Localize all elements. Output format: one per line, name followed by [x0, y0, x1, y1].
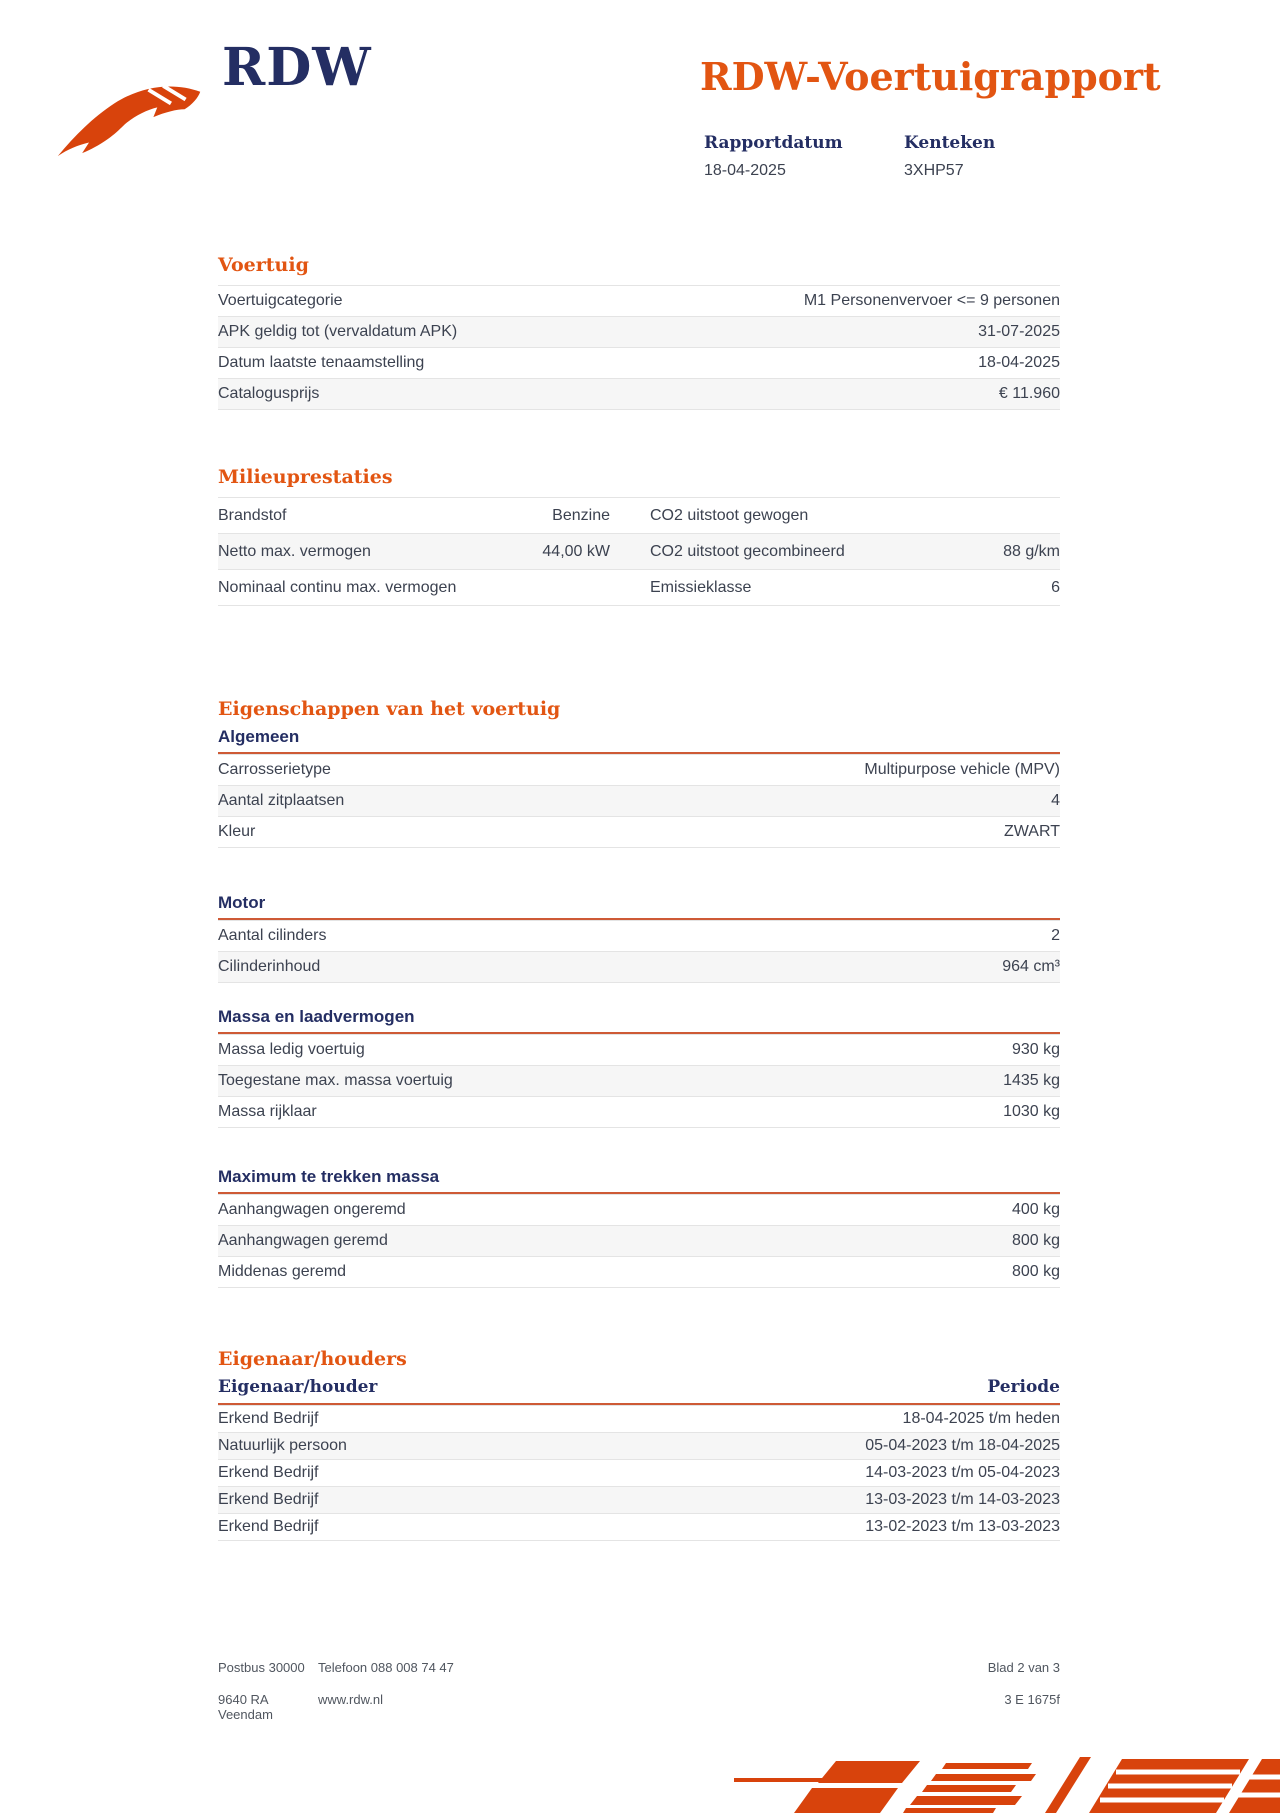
- report-date-block: [704, 132, 843, 180]
- row-value: Benzine: [552, 506, 610, 524]
- report-date-value: 18-04-2025: [704, 162, 786, 179]
- table-row: [218, 285, 1060, 316]
- row-value: 1030 kg: [1003, 1103, 1060, 1120]
- table-row: [218, 1459, 1060, 1486]
- row-label: Cilinderinhoud: [218, 958, 321, 975]
- footer-line-2: [218, 1692, 383, 1722]
- section-title: Eigenaar/houders: [218, 1348, 407, 1370]
- owner-period: 13-02-2023 t/m 13-03-2023: [865, 1518, 1060, 1535]
- owner-period: 18-04-2025 t/m heden: [902, 1410, 1060, 1427]
- owner-period: 14-03-2023 t/m 05-04-2023: [865, 1464, 1060, 1481]
- row-value: 800 kg: [1011, 1263, 1060, 1280]
- row-label: Catalogusprijs: [218, 385, 320, 402]
- section-milieuprestaties: [218, 466, 1060, 606]
- row-label: Massa rijklaar: [218, 1103, 317, 1120]
- footer-website: www.rdw.nl: [318, 1692, 384, 1707]
- row-label: Carrosserietype: [218, 761, 331, 778]
- row-label: Voertuigcategorie: [218, 292, 343, 309]
- page-title: RDW-Voertuigrapport: [700, 54, 1161, 99]
- row-value: 31-07-2025: [978, 323, 1060, 340]
- footer-page-indicator: Blad 2 van 3: [987, 1660, 1060, 1675]
- owner-type: Erkend Bedrijf: [218, 1491, 319, 1508]
- owner-type: Erkend Bedrijf: [218, 1410, 319, 1427]
- table-row: [218, 1256, 1060, 1287]
- table-row: [218, 1225, 1060, 1256]
- table-row: [218, 816, 1060, 847]
- owner-period: 13-03-2023 t/m 14-03-2023: [865, 1491, 1060, 1508]
- table-row: [218, 1432, 1060, 1459]
- footer-city: 9640 RA Veendam: [218, 1692, 273, 1722]
- row-value: 44,00 kW: [542, 542, 610, 560]
- table-row: [218, 533, 1060, 569]
- table-row: [218, 378, 1060, 409]
- row-value: 88 g/km: [1003, 542, 1060, 560]
- row-label: Datum laatste tenaamstelling: [218, 354, 425, 371]
- subsection-title: Motor: [218, 892, 1060, 920]
- row-value: 2: [1051, 927, 1060, 944]
- logo-text: RDW: [222, 37, 372, 98]
- row-label: Nominaal continu max. vermogen: [218, 578, 457, 596]
- table-row: [218, 951, 1060, 982]
- table-row: [218, 1405, 1060, 1432]
- row-label: APK geldig tot (vervaldatum APK): [218, 323, 458, 340]
- row-label: Emissieklasse: [650, 578, 752, 596]
- footer-postbus: Postbus 30000: [218, 1660, 305, 1675]
- row-label: Brandstof: [218, 506, 287, 524]
- license-plate-block: [904, 132, 995, 180]
- table-row: [218, 316, 1060, 347]
- table-row: [218, 569, 1060, 605]
- subsection-title: Algemeen: [218, 726, 1060, 754]
- row-label: Middenas geremd: [218, 1263, 347, 1280]
- footer-form-code: 3 E 1675f: [1004, 1692, 1060, 1707]
- table-row: [218, 1096, 1060, 1127]
- table-row: [218, 785, 1060, 816]
- maximum-table: [218, 1194, 1060, 1288]
- section-voertuig: [218, 254, 1060, 410]
- row-value: 4: [1051, 792, 1060, 809]
- row-label: Aanhangwagen ongeremd: [218, 1201, 406, 1218]
- row-value: 18-04-2025: [978, 354, 1060, 371]
- algemeen-table: [218, 754, 1060, 848]
- row-label: Aantal zitplaatsen: [218, 792, 345, 809]
- row-value: 964 cm³: [1002, 958, 1060, 975]
- table-row: [218, 347, 1060, 378]
- table-row: [218, 1034, 1060, 1065]
- row-label: Aantal cilinders: [218, 927, 327, 944]
- owner-type: Erkend Bedrijf: [218, 1464, 319, 1481]
- subsection-title: Massa en laadvermogen: [218, 1006, 1060, 1034]
- section-title: Milieuprestaties: [218, 466, 393, 488]
- row-value: Multipurpose vehicle (MPV): [864, 761, 1060, 778]
- subsection-title: Maximum te trekken massa: [218, 1166, 1060, 1194]
- owner-period: 05-04-2023 t/m 18-04-2025: [865, 1437, 1060, 1454]
- table-row: [218, 920, 1060, 951]
- row-value: 1435 kg: [1003, 1072, 1060, 1089]
- owners-col1-header: Eigenaar/houder: [218, 1377, 378, 1397]
- report-date-label: Rapportdatum: [704, 133, 843, 153]
- footer-stripes-graphic: [684, 1755, 1280, 1815]
- table-row: [218, 497, 1060, 533]
- row-value: M1 Personenvervoer <= 9 personen: [803, 292, 1060, 309]
- row-label: Kleur: [218, 823, 256, 840]
- owners-table-header: [218, 1377, 1060, 1405]
- milieu-table: [218, 497, 1060, 606]
- row-value: € 11.960: [998, 385, 1060, 402]
- row-value: 6: [1051, 578, 1060, 596]
- license-plate-label: Kenteken: [904, 133, 996, 153]
- row-label: Toegestane max. massa voertuig: [218, 1072, 453, 1089]
- owner-type: Erkend Bedrijf: [218, 1518, 319, 1535]
- subsection-massa: [218, 1006, 1060, 1128]
- subsection-motor: [218, 892, 1060, 983]
- section-title-eigenschappen: Eigenschappen van het voertuig: [218, 698, 561, 720]
- row-value: 800 kg: [1011, 1232, 1060, 1249]
- footer-line-1: [218, 1660, 454, 1675]
- license-plate-value: 3XHP57: [904, 162, 964, 179]
- table-row: [218, 1194, 1060, 1225]
- row-label: CO2 uitstoot gecombineerd: [650, 542, 845, 560]
- owners-col2-header: Periode: [987, 1377, 1060, 1397]
- motor-table: [218, 920, 1060, 983]
- row-value: ZWART: [1004, 823, 1060, 840]
- section-title: Voertuig: [218, 254, 309, 276]
- row-label: CO2 uitstoot gewogen: [650, 506, 809, 524]
- row-label: Netto max. vermogen: [218, 542, 371, 560]
- row-label: Massa ledig voertuig: [218, 1041, 365, 1058]
- owner-type: Natuurlijk persoon: [218, 1437, 347, 1454]
- row-value: 400 kg: [1011, 1201, 1060, 1218]
- table-row: [218, 754, 1060, 785]
- table-row: [218, 1486, 1060, 1513]
- section-eigenaar-houders: [218, 1348, 1060, 1541]
- table-row: [218, 1513, 1060, 1540]
- voertuig-table: [218, 285, 1060, 410]
- subsection-algemeen: [218, 726, 1060, 848]
- rdw-logo-swoosh-icon: [54, 80, 204, 160]
- massa-table: [218, 1034, 1060, 1128]
- row-value: 930 kg: [1011, 1041, 1060, 1058]
- table-row: [218, 1065, 1060, 1096]
- footer-phone: Telefoon 088 008 74 47: [318, 1660, 454, 1675]
- row-label: Aanhangwagen geremd: [218, 1232, 388, 1249]
- owners-table: [218, 1405, 1060, 1541]
- subsection-maximum-trekken-massa: [218, 1166, 1060, 1288]
